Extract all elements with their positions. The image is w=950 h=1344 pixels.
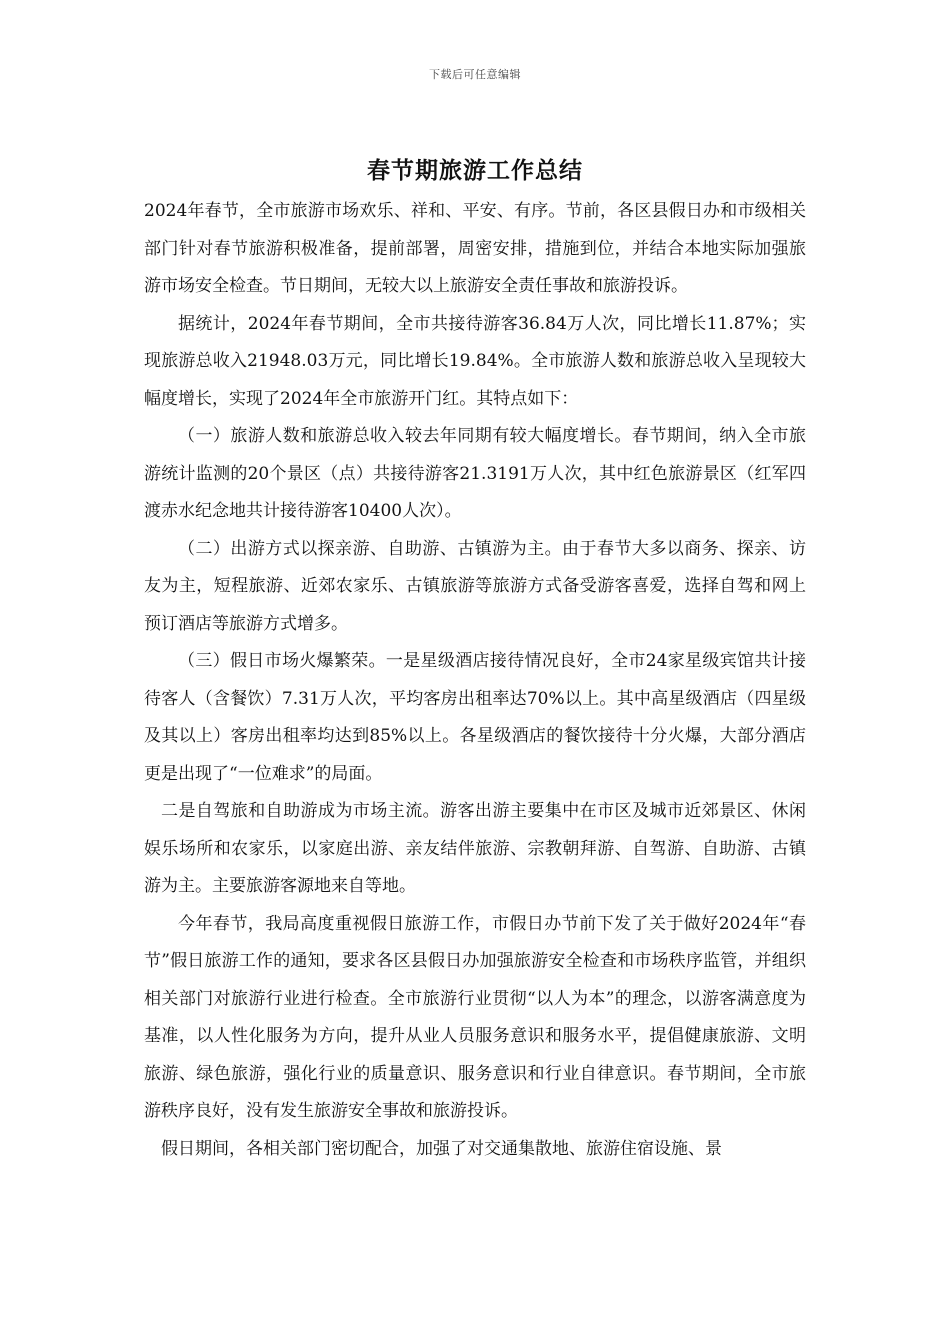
document-body	[144, 193, 806, 1168]
paragraph-intro: 2024年春节，全市旅游市场欢乐、祥和、平安、有序。节前，各区县假日办和市级相关部门针对春节旅游积极准备，提前部署，周密安排，措施到位，并结合本地实际加强旅游市场安全检查。节日期间，无较大以上旅游安全责任事故和旅游投诉。	[144, 201, 806, 296]
paragraph-cooperation: 假日期间，各相关部门密切配合，加强了对交通集散地、旅游住宿设施、景	[161, 1138, 722, 1159]
paragraph-point-2: （二）出游方式以探亲游、自助游、古镇游为主。由于春节大多以商务、探亲、访友为主，短程旅游、近郊农家乐、古镇旅游等旅游方式备受游客喜爱，选择自驾和网上预订酒店等旅游方式增多。	[144, 538, 806, 634]
paragraph-point-1: （一）旅游人数和旅游总收入较去年同期有较大幅度增长。春节期间，纳入全市旅游统计监测的20个景区（点）共接待游客21.3191万人次，其中红色旅游景区（红军四渡赤水纪念地共计接待游客10400人次）。	[144, 426, 806, 521]
paragraph-self-drive: 二是自驾旅和自助游成为市场主流。游客出游主要集中在市区及城市近郊景区、休闲娱乐场所和农家乐，以家庭出游、亲友结伴旅游、宗教朝拜游、自驾游、自助游、古镇游为主。主要旅游客源地来自等地。	[144, 801, 806, 896]
paragraph-management: 今年春节，我局高度重视假日旅游工作，市假日办节前下发了关于做好2024年“春节”假日旅游工作的通知，要求各区县假日办加强旅游安全检查和市场秩序监管，并组织相关部门对旅游行业进行检查。全市旅游行业贯彻“以人为本”的理念，以游客满意度为基准，以人性化服务为方向，提升从业人员服务意识和服务水平，提倡健康旅游、文明旅游、绿色旅游，强化行业的质量意识、服务意识和行业自律意识。春节期间，全市旅游秩序良好，没有发生旅游安全事故和旅游投诉。	[144, 913, 806, 1121]
document-title: 春节期旅游工作总结	[367, 158, 583, 184]
paragraph-statistics: 据统计，2024年春节期间，全市共接待游客36.84万人次，同比增长11.87%；实现旅游总收入21948.03万元，同比增长19.84%。全市旅游人数和旅游总收入呈现较大幅度增长，实现了2024年全市旅游开门红。其特点如下：	[144, 313, 806, 409]
paragraph-point-3: （三）假日市场火爆繁荣。一是星级酒店接待情况良好，全市24家星级宾馆共计接待客人（含餐饮）7.31万人次，平均客房出租率达70%以上。其中高星级酒店（四星级及其以上）客房出租率均达到85%以上。各星级酒店的餐饮接待十分火爆，大部分酒店更是出现了“一位难求”的局面。	[144, 651, 806, 784]
header-note: 下载后可任意编辑	[429, 68, 521, 81]
